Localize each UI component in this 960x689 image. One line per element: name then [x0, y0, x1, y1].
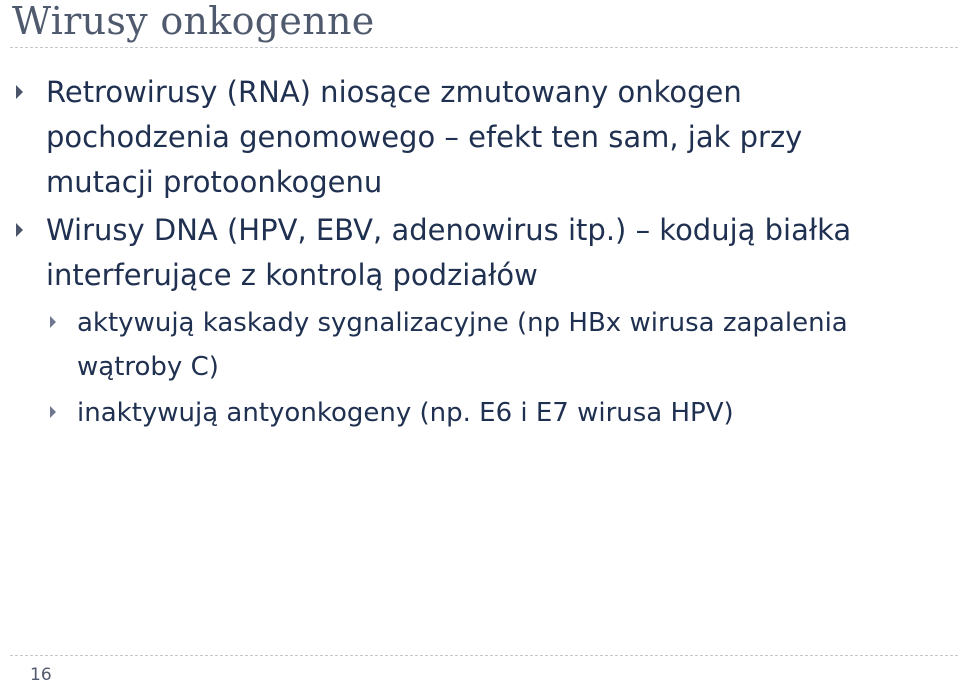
- sub-bullet-text: inaktywują antyonkogeny (np. E6 i E7 wirusa HPV): [77, 398, 734, 428]
- bullet-text: Wirusy DNA (HPV, EBV, adenowirus itp.) – kodują białka interferujące z kontrolą podziałów: [46, 213, 852, 292]
- footer-divider: [10, 655, 958, 656]
- bullet-text: Retrowirusy (RNA) niosące zmutowany onkogen pochodzenia genomowego – efekt ten sam, jak przy mutacji protoonkogenu: [46, 75, 803, 199]
- page-number: 16: [30, 665, 52, 685]
- triangle-right-icon: [16, 85, 23, 99]
- bullet-item: [0, 70, 906, 205]
- triangle-right-icon: [50, 316, 56, 328]
- triangle-right-icon: [50, 406, 56, 418]
- sub-bullet-item: [0, 301, 947, 389]
- triangle-right-icon: [16, 223, 23, 237]
- slide-title: Wirusy onkogenne: [12, 0, 375, 43]
- sub-bullet-text: aktywują kaskady sygnalizacyjne (np HBx wirusa zapalenia wątroby C): [77, 308, 848, 382]
- slide-content: [0, 70, 960, 437]
- bullet-item: [0, 208, 906, 298]
- sub-bullet-item: [0, 391, 947, 435]
- title-divider: [10, 47, 958, 48]
